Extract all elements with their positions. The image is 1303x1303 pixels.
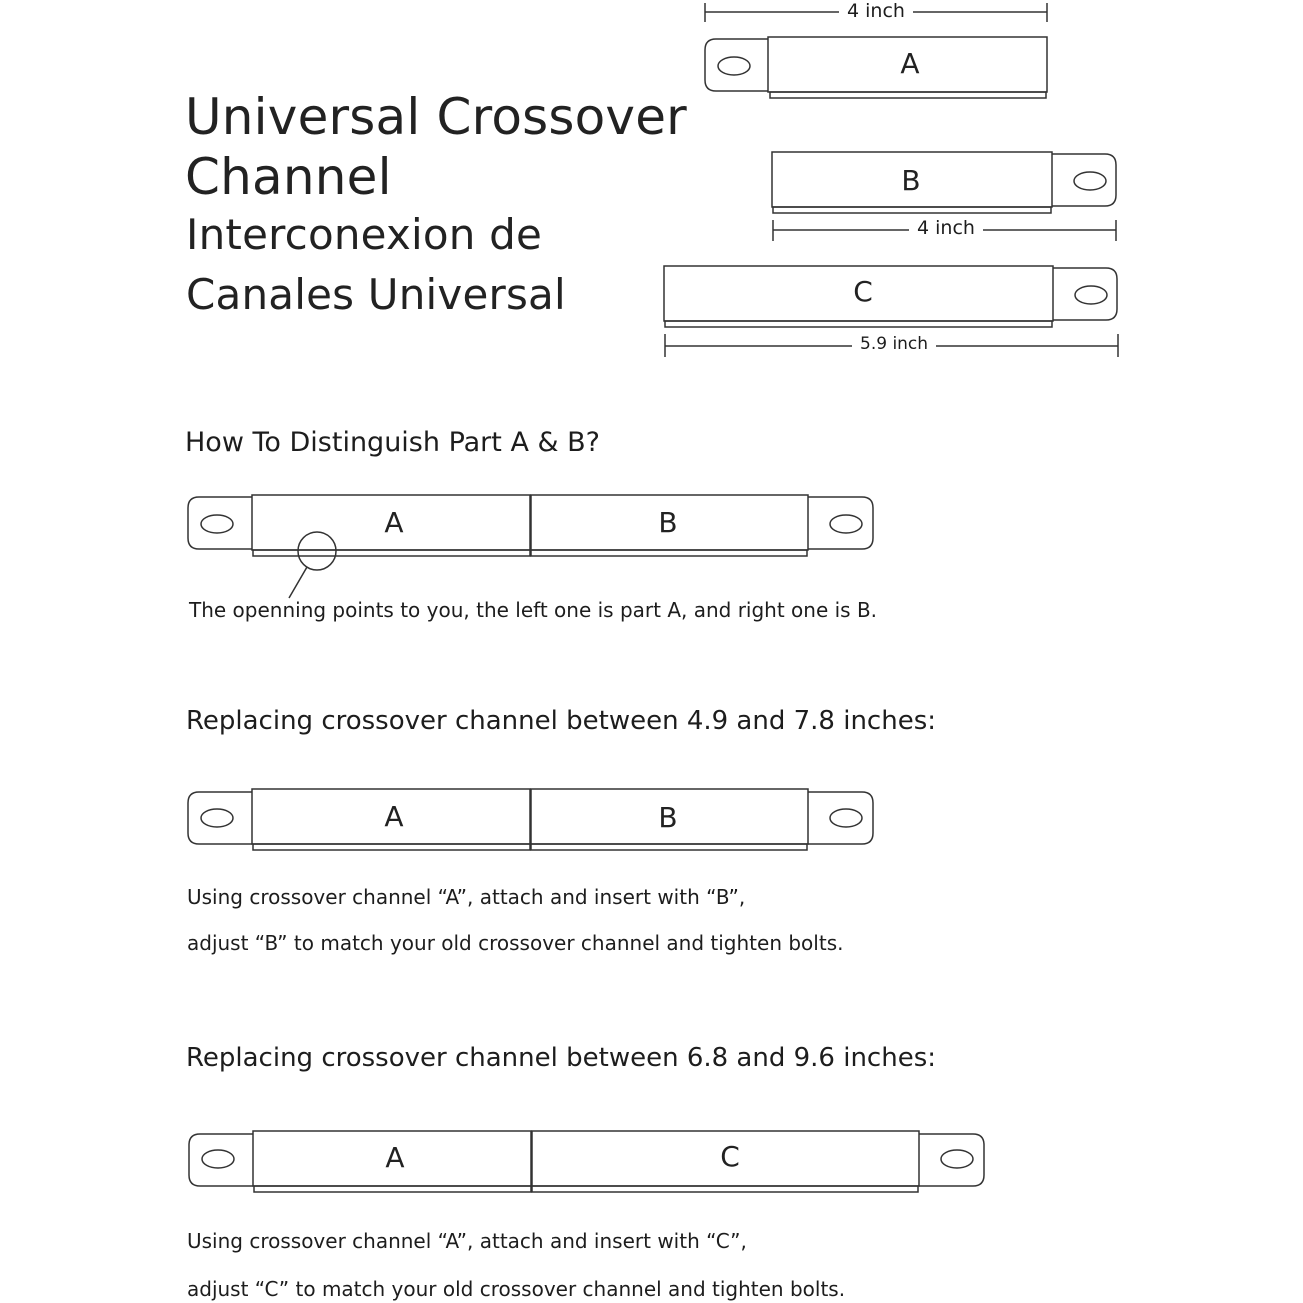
assembly-ac-instruction-2: adjust “C” to match your old crossover channel and tighten bolts. — [187, 1277, 846, 1301]
assembly-ac-instruction-1: Using crossover channel “A”, attach and insert with “C”, — [187, 1229, 747, 1253]
part-c-bolt-hole — [1075, 286, 1107, 304]
part-b-label: B — [901, 164, 921, 197]
assembly-ab-part-b-lip — [531, 844, 807, 850]
opening-callout-leader — [289, 567, 307, 598]
title-line-2: Channel — [185, 148, 392, 206]
part-b-bolt-hole — [1074, 172, 1106, 190]
assembly-ab-part-b-label: B — [658, 801, 678, 834]
part-a-label: A — [900, 47, 920, 80]
assembly-ab-instruction-1: Using crossover channel “A”, attach and insert with “B”, — [187, 885, 746, 909]
opening-callout-circle — [298, 532, 336, 570]
assembly-ab-right-bolt-hole — [830, 809, 862, 827]
assembly-ab-left-bolt-hole — [201, 809, 233, 827]
distinguish-part-b-lip — [531, 550, 807, 556]
part-b-dimension-label: 4 inch — [909, 219, 983, 238]
part-a-bolt-hole — [718, 57, 750, 75]
assembly-ac — [189, 1131, 984, 1192]
part-a-tab — [705, 39, 768, 91]
part-c-channel-lip — [665, 321, 1052, 327]
assembly-ab-left-tab — [188, 792, 252, 844]
assembly-ac-part-c-lip — [532, 1186, 918, 1192]
part-b-channel-lip — [773, 207, 1051, 213]
title-line-4: Canales Universal — [186, 270, 566, 319]
title-line-3: Interconexion de — [186, 210, 543, 259]
assembly-ac-right-tab — [919, 1134, 984, 1186]
assembly-ac-heading: Replacing crossover channel between 6.8 and 9.6 inches: — [186, 1043, 937, 1073]
distinguish-part-a-lip — [253, 550, 530, 556]
distinguish-part-a-label: A — [384, 506, 404, 539]
distinguish-heading: How To Distinguish Part A & B? — [185, 427, 600, 458]
assembly-ab-part-a-lip — [253, 844, 530, 850]
assembly-ac-part-c-label: C — [720, 1140, 740, 1173]
assembly-ab-instruction-2: adjust “B” to match your old crossover channel and tighten bolts. — [187, 931, 844, 955]
distinguish-right-bolt-hole — [830, 515, 862, 533]
assembly-ab-right-tab — [808, 792, 873, 844]
distinguish-right-tab — [808, 497, 873, 549]
assembly-ac-part-a-label: A — [385, 1141, 405, 1174]
title-line-1: Universal Crossover — [185, 88, 687, 146]
distinguish-note: The openning points to you, the left one is part A, and right one is B. — [189, 598, 878, 622]
part-c-label: C — [853, 275, 873, 308]
assembly-ac-part-a-lip — [254, 1186, 531, 1192]
part-c-dimension-label: 5.9 inch — [852, 336, 936, 353]
part-a-dimension-label: 4 inch — [839, 2, 913, 21]
distinguish-left-bolt-hole — [201, 515, 233, 533]
assembly-ab — [188, 789, 873, 850]
assembly-ac-left-bolt-hole — [202, 1150, 234, 1168]
assembly-ac-right-bolt-hole — [941, 1150, 973, 1168]
part-a-channel-lip — [770, 92, 1046, 98]
assembly-ab-heading: Replacing crossover channel between 4.9 and 7.8 inches: — [186, 706, 937, 736]
distinguish-assembly — [188, 495, 873, 598]
assembly-ac-left-tab — [189, 1134, 253, 1186]
distinguish-part-b-label: B — [658, 506, 678, 539]
assembly-ab-part-a-label: A — [384, 800, 404, 833]
distinguish-left-tab — [188, 497, 252, 549]
